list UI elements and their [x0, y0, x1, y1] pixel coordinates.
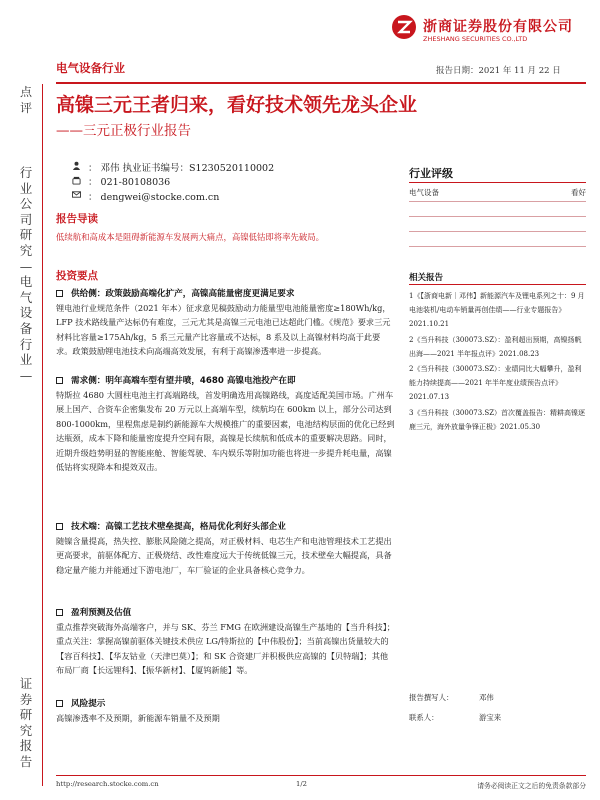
rating-title: 行业评级: [409, 167, 453, 180]
report-writer-name: 邓伟: [479, 693, 494, 702]
highlights-heading: 投资要点: [56, 270, 98, 282]
bullet-square-icon: [56, 609, 63, 616]
highlight-head-text: 风险提示: [71, 699, 106, 709]
phone-icon: [70, 176, 82, 191]
highlight-head-text: 需求侧：明年高端车型有望井喷，4680 高镍电池投产在即: [71, 376, 296, 386]
report-writer: [409, 692, 586, 703]
rating-row: [409, 187, 586, 198]
highlight-body: 重点推荐突破海外高端客户，并与 SK、芬兰 FMG 在欧洲建设高镍生产基地的【当升科技】；重点关注：掌握高镍前驱体关键技术供应 LG/特斯拉的【中伟股份】；当前高镍出货量较大的【容百科技】、【华友钴业（天津巴莫）】；和 SK 合资建厂并积极供应高镍的【贝特瑞】；其他布局厂商【长远锂科】、【振华新材】、【厦钨新能】等。: [56, 622, 395, 676]
report-writer-label: 报告撰写人：: [409, 693, 454, 702]
related-report-item[interactable]: 2《当升科技（300073.SZ）：业绩同比大幅攀升，盈利能力持续提高——2021 年半年度业绩预告点评》2021.07.13: [409, 365, 582, 402]
rating-divider: [409, 246, 586, 247]
report-contact: [409, 712, 586, 723]
side-label-review: 点评: [19, 85, 32, 115]
report-contact-name: 游宝来: [479, 713, 502, 722]
highlight-head: [56, 374, 296, 386]
rating-divider: [409, 231, 586, 232]
bullet-square-icon: [56, 700, 63, 707]
rating-value: 看好: [571, 188, 586, 197]
rating-divider: [409, 182, 586, 183]
rating-divider: [409, 201, 586, 202]
bullet-square-icon: [56, 290, 63, 297]
analyst-name-license: ： 邓伟 执业证书编号：S1230520110002: [88, 162, 275, 174]
guide-text: 低续航和高成本是阻碍新能源车发展两大痛点，高镍低钴即将率先破局。: [56, 232, 324, 242]
highlight-head: [56, 287, 294, 299]
related-report-item[interactable]: 2《当升科技（300073.SZ）：盈利超出预期，高镍扬帆出海——2021 半年报点评》2021.08.23: [409, 335, 582, 358]
analyst-phone-row: [70, 176, 274, 191]
logo-company-name: 浙商证券股份有限公司: [423, 19, 573, 35]
email-icon: [70, 190, 82, 205]
bullet-square-icon: [56, 523, 63, 530]
analyst-email[interactable]: ： dengwei@stocke.com.cn: [88, 191, 220, 203]
rating-sector: 电气设备: [409, 188, 439, 197]
report-date: 报告日期：2021 年 11 月 22 日: [436, 66, 561, 76]
related-divider: [409, 284, 586, 285]
highlight-body: 高镍渗透率不及预期，新能源车销量不及预期: [56, 713, 220, 723]
analyst-info: [70, 161, 274, 205]
related-reports-list: [409, 289, 586, 435]
highlight-body: 锂电池行业规范条件（2021 年本）征求意见稿鼓励动力能量型电池能量密度≥180Wh/kg，LFP 技术路线量产达标仍有难度，三元尤其是高镍三元电池已达超此门槛。《规范》要求三元材料比容量≥175Ah/kg，5 系三元量产比容量或不达标，8 系及以上高镍材料均高于此要求。政策鼓励锂电池技术向高端高效发展，有利于高镍渗透率进一步提高。: [56, 303, 391, 357]
highlight-body: 随镍含量提高，热失控、膨胀风险随之提高，对正极材料、电芯生产和电池管理技术工艺提出更高要求，前驱体配方、正极烧结、改性难度远大于传统低镍三元，技术壁垒大幅提高，具备稳定量产能力并能通过下游电池厂，车厂验证的企业具备核心竞争力。: [56, 536, 392, 575]
page-subtitle: ——三元正极行业报告: [56, 123, 191, 139]
highlight-head-text: 盈利预测及估值: [71, 608, 132, 618]
person-icon: [70, 161, 82, 176]
side-label-report-type: 证券研究报告: [19, 676, 33, 769]
industry-tag: 电气设备行业: [56, 61, 125, 75]
highlight-head: [56, 520, 286, 532]
footer-divider: [56, 775, 586, 776]
logo-company-name-en: ZHESHANG SECURITIES CO.,LTD: [423, 35, 528, 43]
company-logo-icon: [391, 14, 417, 40]
page-number: 1/2: [296, 780, 307, 788]
related-report-item[interactable]: 1《【浙商电新｜邓伟】新能源汽车及锂电系列之十：9 月电池装机/电动车销量再创佳绩——行业专题报告》2021.10.21: [409, 292, 585, 329]
side-label-category: 行业公司研究—电气设备行业—: [19, 165, 33, 383]
analyst-phone: ： 021-80108036: [88, 177, 171, 188]
rating-divider: [409, 216, 586, 217]
highlight-head-text: 供给侧：政策鼓励高端化扩产，高镍高能量密度更满足要求: [71, 289, 295, 299]
highlight-body: 特斯拉 4680 大圆柱电池主打高端路线，首发明确选用高镍路线，高度适配美国市场。广州车展上国产、合资车企密集发布 20 万元以上高端车型，续航均在 600km 以上，部分公司达到 800-1000km，里程焦虑是制约新能源车大规模推广的重要因素，电池结构层面的优化已经到达瓶颈，成本下降和能量密度提升空间有限，高镍是长续航和低成本的重要解决思路。同时，近期升级趋势明显的智能座舱、智能驾驶、车内娱乐等附加功能也将进一步提升耗电量，高镍低钴将实现降本和提效双击。: [56, 390, 395, 473]
disclaimer-note: 请务必阅读正文之后的免责条款部分: [477, 782, 586, 790]
bullet-square-icon: [56, 377, 63, 384]
related-report-item[interactable]: 3《当升科技（300073.SZ）首次覆盖报告：精耕高镍逐鹿三元，海外放量争锋正极》2021.05.30: [409, 408, 586, 431]
highlight-head: [56, 606, 131, 618]
analyst-row: [70, 161, 274, 176]
footer-url[interactable]: http://research.stocke.com.cn: [56, 780, 159, 788]
related-reports-title: 相关报告: [409, 273, 444, 283]
header-divider: [56, 82, 586, 84]
highlight-head: [56, 697, 105, 709]
report-contact-label: 联系人：: [409, 713, 439, 722]
company-logo: [391, 10, 591, 50]
highlight-head-text: 技术端：高镍工艺技术壁垒提高，格局优化利好头部企业: [71, 522, 286, 532]
analyst-email-row: [70, 190, 274, 205]
side-divider: [42, 84, 43, 786]
guide-heading: 报告导读: [56, 213, 98, 225]
page-title: 高镍三元王者归来，看好技术领先龙头企业: [56, 94, 418, 116]
